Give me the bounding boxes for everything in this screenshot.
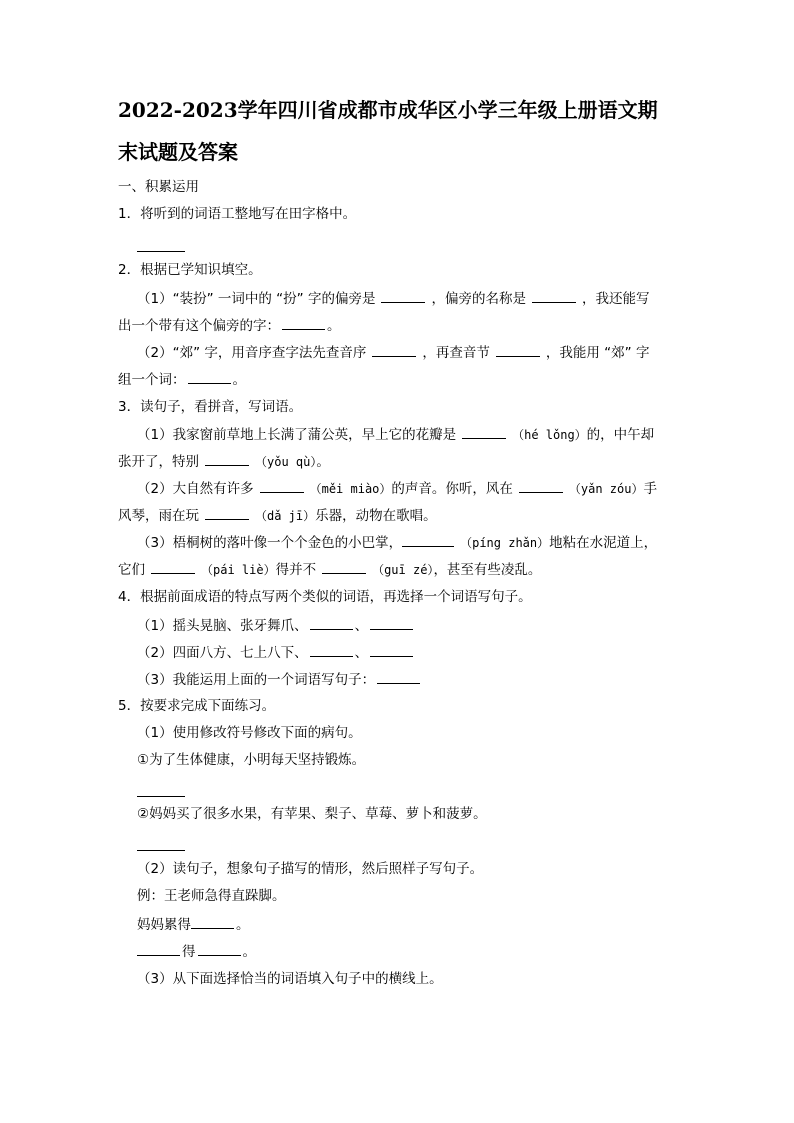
separator: 、 [354, 645, 369, 661]
answer-blank[interactable] [198, 942, 241, 956]
text: 。 [236, 917, 250, 933]
answer-blank[interactable] [137, 251, 185, 252]
answer-blank[interactable] [137, 796, 185, 797]
question-2-part-2-cont [118, 370, 246, 389]
question-4: 4．根据前面成语的特点写两个类似的词语，再选择一个词语写句子。 [118, 589, 532, 605]
text: （2）大自然有许多 [137, 481, 254, 497]
pinyin: （měi miào） [309, 482, 392, 496]
question-4-part-1 [137, 616, 415, 635]
question-3-part-1-cont [118, 452, 330, 471]
example-sentence: 例：王老师急得直跺脚。 [137, 888, 286, 904]
answer-blank[interactable] [370, 616, 413, 630]
text: 组一个词： [118, 372, 186, 388]
text: ，甚至有些凌乱。 [433, 562, 542, 578]
question-2-part-1 [137, 289, 649, 308]
answer-blank[interactable] [322, 560, 366, 574]
question-3-part-1 [137, 425, 654, 444]
text: 得 [182, 944, 196, 960]
question-2-part-2 [137, 343, 649, 362]
section-heading: 一、积累运用 [118, 179, 199, 195]
answer-blank[interactable] [137, 942, 180, 956]
text: 得并不 [275, 562, 317, 578]
question-3-part-2-cont [118, 506, 437, 525]
text: 手 [643, 481, 657, 497]
text: （1）我家窗前草地上长满了蒲公英，早上它的花瓣是 [137, 427, 457, 443]
text: 乐器，动物在歌唱。 [315, 508, 437, 524]
answer-blank[interactable] [191, 915, 234, 929]
answer-blank[interactable] [205, 506, 249, 520]
pinyin: （yǒu qù） [255, 455, 317, 469]
answer-blank[interactable] [188, 370, 231, 384]
text: 出一个带有这个偏旁的字： [118, 318, 280, 334]
question-3-part-3-cont [118, 560, 541, 579]
text: （3）我能运用上面的一个词语写句子： [137, 672, 376, 688]
answer-blank[interactable] [151, 560, 195, 574]
answer-blank[interactable] [260, 479, 304, 493]
answer-blank[interactable] [137, 850, 185, 851]
question-2: 2．根据已学知识填空。 [118, 262, 262, 278]
answer-blank[interactable] [205, 452, 249, 466]
answer-blank[interactable] [519, 479, 563, 493]
text: 妈妈累得 [137, 917, 191, 933]
answer-blank[interactable] [377, 670, 420, 684]
text: 。 [327, 318, 341, 334]
answer-blank[interactable] [310, 643, 353, 657]
question-1: 1．将听到的词语工整地写在田字格中。 [118, 206, 357, 222]
pinyin: （pái liè） [201, 563, 276, 577]
sentence-1: ①为了生体健康，小明每天坚持锻炼。 [137, 752, 366, 768]
answer-blank[interactable] [282, 316, 325, 330]
text: （2）四面八方、七上八下、 [137, 645, 308, 661]
document-title-line2: 末试题及答案 [118, 140, 238, 164]
text: （2）“郊” 字，用音序查字法先查音序 [137, 345, 367, 361]
sentence-2: ②妈妈买了很多水果，有苹果、梨子、草莓、萝卜和菠萝。 [137, 806, 487, 822]
fill-sentence-1 [137, 915, 250, 934]
text: ，再查音节 [422, 345, 490, 361]
answer-blank[interactable] [462, 425, 506, 439]
text: （1）“装扮” 一词中的 “扮” 字的偏旁是 [137, 291, 376, 307]
text: 地粘在水泥道上， [549, 535, 658, 551]
question-2-part-1-cont [118, 316, 341, 335]
answer-blank[interactable] [370, 643, 413, 657]
question-4-part-2 [137, 643, 415, 662]
pinyin: （yǎn zóu） [568, 482, 644, 496]
text: ，偏旁的名称是 [431, 291, 526, 307]
question-5: 5．按要求完成下面练习。 [118, 698, 276, 714]
question-5-part-1: （1）使用修改符号修改下面的病句。 [137, 725, 362, 741]
question-3-part-2 [137, 479, 657, 498]
text: 张开了，特别 [118, 454, 199, 470]
document-title-line1: 2022-2023学年四川省成都市成华区小学三年级上册语文期 [118, 98, 658, 122]
question-3: 3．读句子，看拼音，写词语。 [118, 399, 303, 415]
answer-blank[interactable] [532, 289, 576, 303]
answer-blank[interactable] [372, 343, 416, 357]
text: （1）摇头晃脑、张牙舞爪、 [137, 618, 308, 634]
text: 风琴，雨在玩 [118, 508, 199, 524]
text: 。 [232, 372, 246, 388]
pinyin: （hé lǒng） [512, 428, 587, 442]
text: 的，中午却 [586, 427, 655, 443]
answer-blank[interactable] [310, 616, 353, 630]
answer-blank[interactable] [381, 289, 425, 303]
pinyin: （dǎ jī） [255, 509, 316, 523]
text: ，我能用 “郊” 字 [545, 345, 650, 361]
text: ，我还能写 [581, 291, 650, 307]
separator: 、 [354, 618, 369, 634]
question-5-part-3: （3）从下面选择恰当的词语填入句子中的横线上。 [137, 971, 443, 987]
pinyin: （guī zé） [372, 563, 434, 577]
answer-blank[interactable] [496, 343, 540, 357]
answer-blank[interactable] [402, 533, 454, 547]
text: （3）梧桐树的落叶像一个个金色的小巴掌， [137, 535, 403, 551]
pinyin: （píng zhǎn） [460, 536, 550, 550]
text: 的声音。你听，风在 [391, 481, 513, 497]
question-4-part-3 [137, 670, 422, 689]
question-5-part-2: （2）读句子，想象句子描写的情形，然后照样子写句子。 [137, 861, 484, 877]
text: 。 [316, 454, 330, 470]
question-3-part-3 [137, 533, 657, 552]
text: 它们 [118, 562, 145, 578]
text: 。 [242, 944, 256, 960]
fill-sentence-2 [137, 942, 256, 961]
